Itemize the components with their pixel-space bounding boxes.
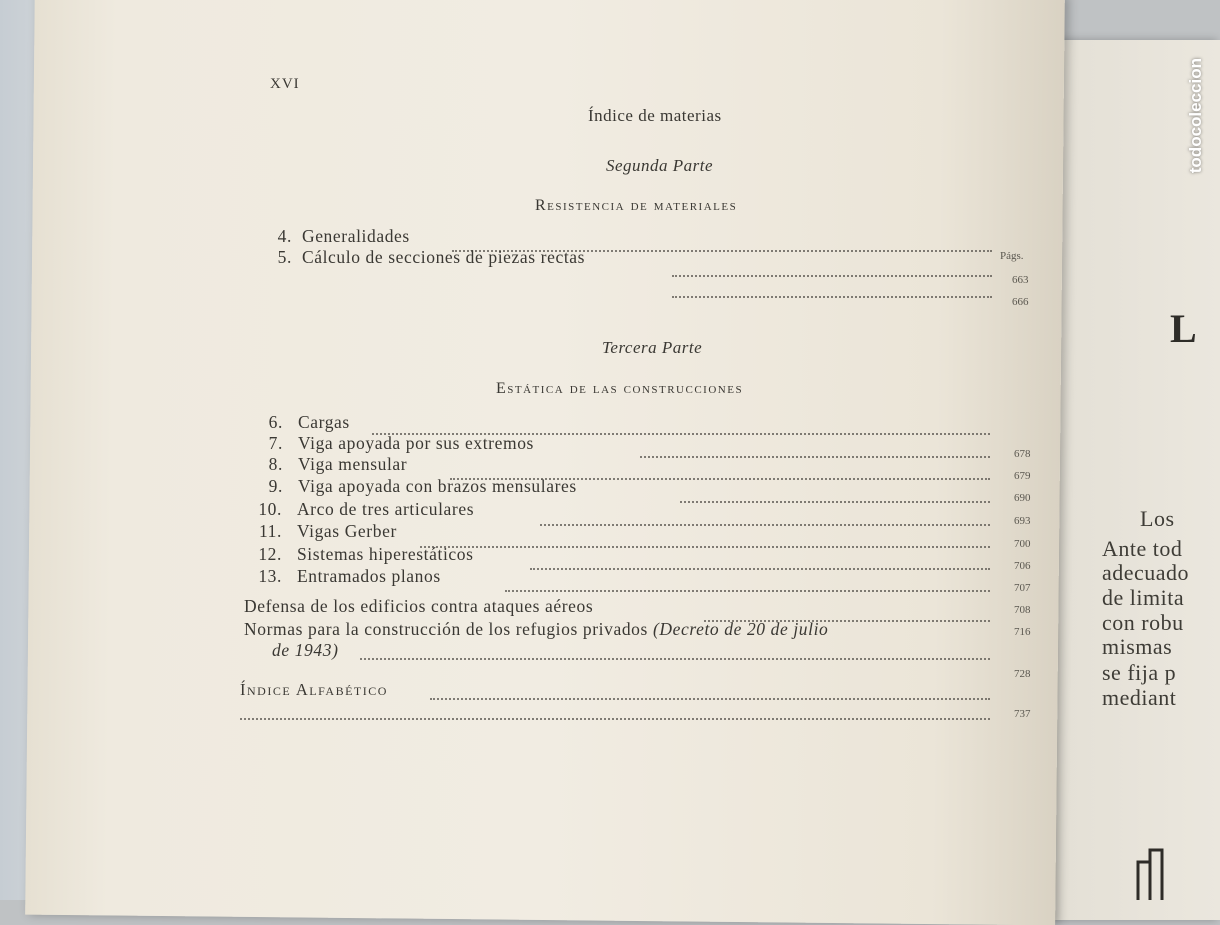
toc-entry: [274, 226, 410, 247]
next-page-line: adecuado: [1102, 560, 1190, 585]
entry-title: Viga apoyada con brazos mensulares: [297, 476, 577, 496]
entry-page: 728: [1014, 668, 1031, 680]
toc-entry: [244, 499, 474, 520]
entry-title: Normas para la construcción de los refugios privados: [244, 619, 648, 639]
leader-dots: [430, 698, 990, 700]
toc-entry: [244, 566, 441, 587]
leader-dots: [360, 658, 990, 660]
part-title: Segunda Parte: [606, 156, 714, 175]
entry-page: 663: [1012, 274, 1029, 286]
toc-entry-indice: Índice Alfabético: [240, 680, 388, 699]
watermark: [1186, 58, 1216, 238]
entry-title-italic: de 1943): [272, 640, 339, 660]
toc-entry: [244, 544, 474, 565]
entry-title: Entramados planos: [296, 566, 441, 586]
entry-page: 678: [1014, 448, 1031, 460]
part-subtitle: Resistencia de materiales: [535, 197, 738, 214]
book-page: [25, 0, 1065, 925]
toc-entry-defensa: Defensa de los edificios contra ataques aéreos: [244, 596, 594, 616]
next-page-line: con robu: [1102, 610, 1184, 635]
watermark-text: todocoleccion: [1186, 58, 1205, 174]
entry-number: 12.: [258, 544, 282, 564]
entry-number: 7.: [268, 433, 283, 453]
entry-page: 690: [1014, 492, 1031, 504]
page-number: XVI: [270, 76, 300, 92]
next-page-line: mediant: [1102, 685, 1177, 710]
toc-entry-normas: [244, 619, 828, 640]
entry-number: 11.: [258, 521, 282, 541]
entry-title: Cargas: [297, 412, 350, 432]
leader-dots: [672, 296, 992, 298]
leader-dots: [640, 456, 990, 458]
entry-page: 708: [1014, 604, 1031, 616]
bleed-through: [273, 137, 277, 153]
entry-number: 10.: [258, 499, 282, 519]
entry-page: 700: [1014, 538, 1031, 550]
entry-title: Vigas Gerber: [296, 521, 397, 541]
next-page-heading: L: [1170, 306, 1197, 351]
leader-dots: [540, 524, 990, 526]
entry-title-italic: (Decreto de 20 de julio: [652, 619, 829, 639]
entry-title: Generalidades: [301, 226, 410, 246]
toc-entry: [261, 412, 350, 433]
entry-number: 8.: [268, 454, 283, 474]
toc-entry: [244, 521, 397, 542]
entry-title: Arco de tres articulares: [296, 499, 475, 519]
toc-entry: [274, 247, 585, 268]
entry-title: Viga mensular: [297, 454, 408, 474]
entry-page: 737: [1014, 708, 1031, 720]
leader-dots: [530, 568, 990, 570]
entry-number: 9.: [268, 476, 283, 496]
pages-label: Págs.: [1000, 250, 1024, 262]
entry-page: 666: [1012, 296, 1029, 308]
leader-dots: [420, 546, 990, 548]
entry-page: 716: [1014, 626, 1031, 638]
entry-title: Sistemas hiperestáticos: [296, 544, 474, 564]
next-page-line: de limita: [1102, 585, 1185, 610]
entry-title: Viga apoyada por sus extremos: [297, 433, 534, 453]
part-title: Tercera Parte: [602, 338, 703, 357]
next-page: [1040, 40, 1220, 920]
toc-entry: [261, 476, 577, 497]
part-subtitle: Estática de las construcciones: [496, 380, 744, 397]
entry-page: 693: [1014, 515, 1031, 527]
toc-entry: [261, 454, 407, 475]
leader-dots: [240, 718, 990, 720]
next-page-line: se fija p: [1102, 660, 1177, 685]
toc-entry: [261, 433, 534, 454]
leader-dots: [680, 501, 990, 503]
index-title: Índice de materias: [588, 106, 722, 125]
entry-page: 679: [1014, 470, 1031, 482]
bracket-figure: [1118, 840, 1178, 900]
next-page-line: Los: [1140, 506, 1175, 531]
entry-number: 13.: [258, 566, 282, 586]
entry-title: Cálculo de secciones de piezas rectas: [301, 247, 586, 267]
entry-number: 6.: [268, 412, 283, 432]
entry-page: 707: [1014, 582, 1031, 594]
entry-number: 4.: [277, 226, 292, 246]
entry-page: 706: [1014, 560, 1031, 572]
entry-number: 5.: [277, 247, 292, 267]
next-page-line: Ante tod: [1102, 536, 1183, 561]
next-page-line: mismas: [1102, 634, 1173, 659]
leader-dots: [672, 275, 992, 277]
leader-dots: [505, 590, 990, 592]
